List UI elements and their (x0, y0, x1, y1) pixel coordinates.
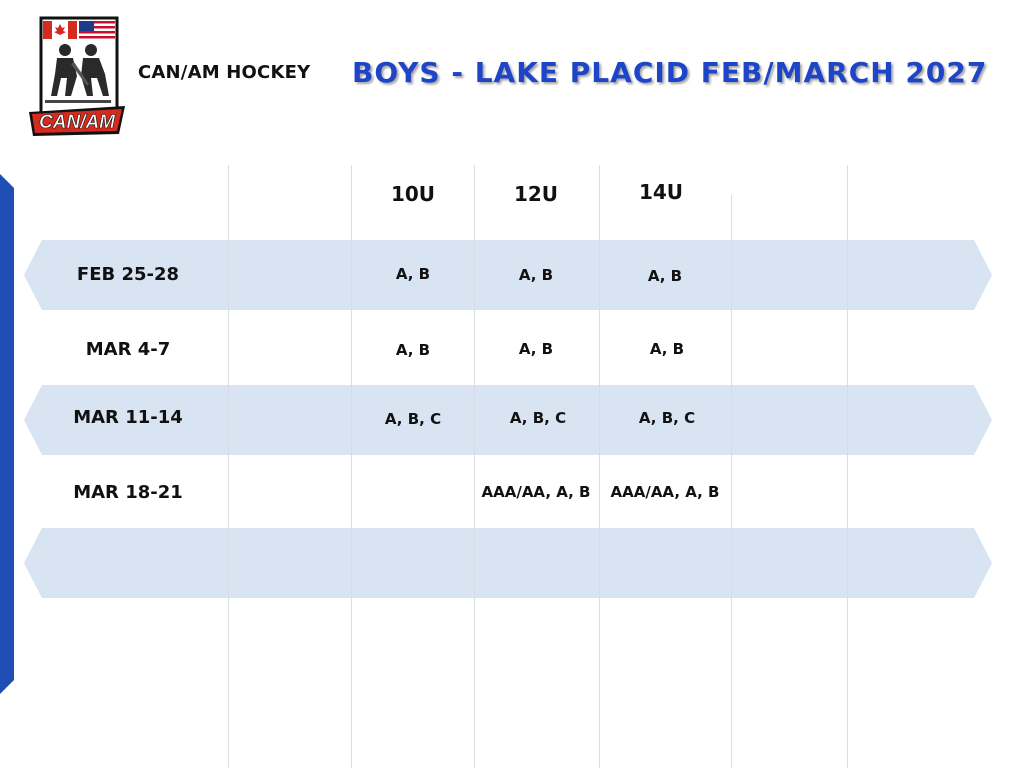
grid-line (847, 165, 848, 768)
table-cell: A, B (395, 265, 431, 283)
table-cell: A, B (647, 267, 683, 285)
page-title: BOYS - LAKE PLACID FEB/MARCH 2027 (352, 56, 988, 89)
column-header-10u: 10U (390, 182, 436, 206)
can-am-logo (27, 16, 127, 138)
grid-line (731, 195, 732, 768)
grid-line (228, 165, 229, 768)
grid-line (474, 165, 475, 768)
column-header-12u: 12U (513, 182, 559, 206)
table-cell: A, B (518, 266, 554, 284)
table-cell: A, B, C (384, 410, 442, 428)
canada-flag-icon (43, 21, 77, 39)
table-cell: AAA/AA, A, B (610, 483, 720, 501)
column-header-14u: 14U (638, 180, 684, 204)
left-accent-bar (0, 174, 14, 694)
row-date: MAR 4-7 (85, 339, 171, 360)
logo-text: CAN/AM (39, 112, 115, 133)
table-cell: A, B (518, 340, 554, 358)
row-date: MAR 11-14 (73, 407, 183, 428)
table-cell: A, B (395, 341, 431, 359)
brand-name: CAN/AM HOCKEY (138, 62, 311, 83)
table-cell: AAA/AA, A, B (481, 483, 591, 501)
row-date: MAR 18-21 (73, 482, 183, 503)
table-cell: A, B, C (638, 409, 696, 427)
grid-line (599, 165, 600, 768)
table-cell: A, B, C (509, 409, 567, 427)
row-date: FEB 25-28 (76, 264, 180, 285)
us-flag-icon (79, 21, 115, 39)
grid-line (351, 165, 352, 768)
table-cell: A, B (649, 340, 685, 358)
